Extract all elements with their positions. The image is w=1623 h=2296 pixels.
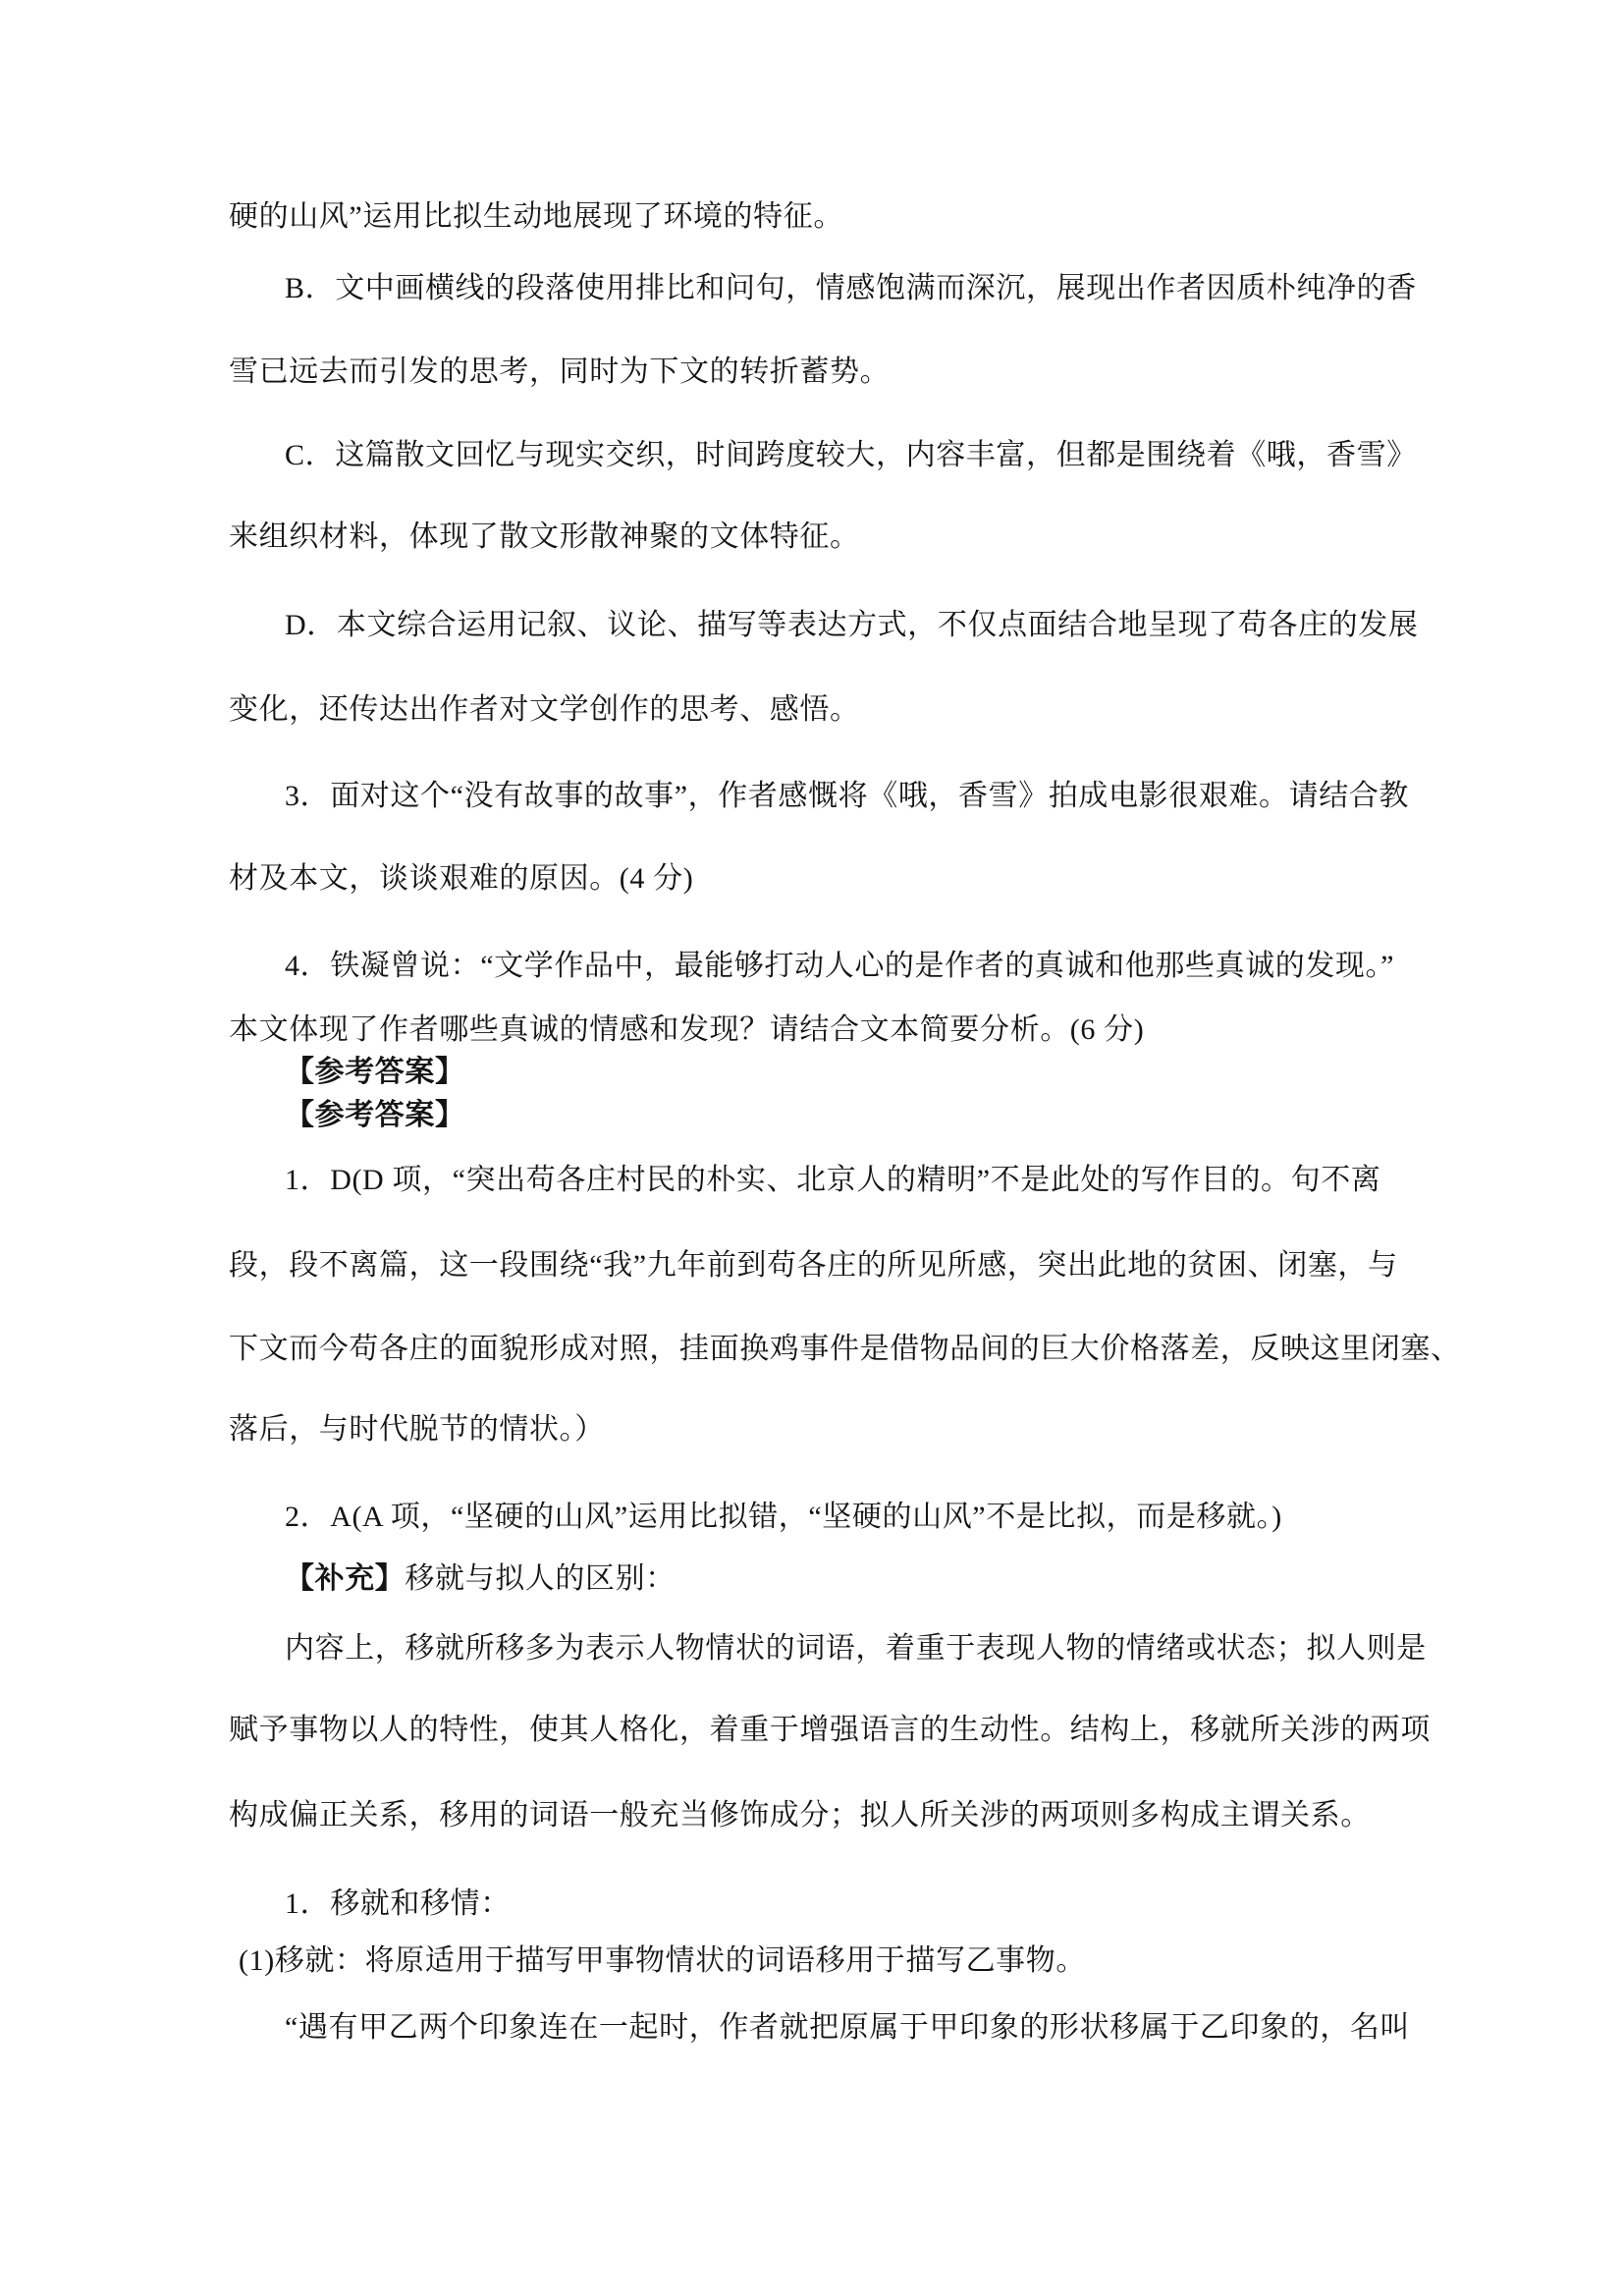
document-line xyxy=(229,355,890,390)
text-segment: B．文中画横线的段落使用排比和问句，情感饱满而深沉，展现出作者因质朴纯净的香 xyxy=(285,272,1417,304)
document-line xyxy=(229,1012,1144,1048)
document-line xyxy=(239,1943,1086,1979)
document-line xyxy=(229,519,860,555)
text-segment: 2．A(A 项，“坚硬的山风”运用比拟错，“坚硬的山风”不是比拟，而是移就。) xyxy=(285,1501,1282,1533)
document-line xyxy=(285,608,1418,643)
document-line xyxy=(285,1500,1282,1535)
document-line xyxy=(285,1561,676,1597)
text-segment: 雪已远去而引发的思考，同时为下文的转折蓄势。 xyxy=(229,355,891,388)
text-segment: 移就与拟人的区别： xyxy=(405,1562,676,1595)
document-line xyxy=(285,949,1394,984)
document-line xyxy=(229,1798,1371,1833)
text-segment: (1)移就：将原适用于描写甲事物情状的词语移用于描写乙事物。 xyxy=(239,1944,1086,1977)
text-segment: 下文而今苟各庄的面貌形成对照，挂面换鸡事件是借物品间的巨大价格落差，反映这里闭塞、 xyxy=(229,1333,1461,1365)
text-segment: 硬的山风”运用比拟生动地展现了环境的特征。 xyxy=(229,200,843,233)
bold-text-segment: 【补充】 xyxy=(285,1562,406,1595)
text-segment: “遇有甲乙两个印象连在一起时，作者就把原属于甲印象的形状移属于乙印象的，名叫 xyxy=(285,2011,1411,2044)
text-segment: 赋予事物以人的特性，使其人格化，着重于增强语言的生动性。结构上，移就所关涉的两项 xyxy=(229,1714,1431,1746)
text-segment: 来组织材料，体现了散文形散神聚的文体特征。 xyxy=(229,520,860,553)
text-segment: D．本文综合运用记叙、议论、描写等表达方式，不仅点面结合地呈现了苟各庄的发展 xyxy=(285,609,1419,641)
document-line xyxy=(285,1055,465,1090)
document-line xyxy=(285,1631,1427,1667)
document-line xyxy=(285,1098,465,1133)
document-line xyxy=(285,1886,511,1922)
text-segment: 变化，还传达出作者对文学创作的思考、感悟。 xyxy=(229,693,860,726)
document-line xyxy=(285,271,1417,306)
bold-text-segment: 【参考答案】 xyxy=(285,1056,465,1088)
text-segment: 材及本文，谈谈艰难的原因。(4 分) xyxy=(229,862,694,895)
bold-text-segment: 【参考答案】 xyxy=(285,1099,465,1131)
document-line xyxy=(285,1163,1380,1198)
document-line xyxy=(285,438,1417,473)
document-line xyxy=(285,2010,1410,2046)
text-segment: 段，段不离篇，这一段围绕“我”九年前到苟各庄的所见所感，突出此地的贫困、闭塞，与 xyxy=(229,1249,1398,1282)
document-line xyxy=(285,779,1409,814)
text-segment: 3．面对这个“没有故事的故事”，作者感慨将《哦，香雪》拍成电影很艰难。请结合教 xyxy=(285,780,1410,812)
document-line xyxy=(229,1248,1398,1284)
document-line xyxy=(229,199,843,235)
text-segment: 1．移就和移情： xyxy=(285,1887,511,1920)
text-segment: 内容上，移就所移多为表示人物情状的词语，着重于表现人物的情绪或状态；拟人则是 xyxy=(285,1632,1427,1665)
text-segment: 1．D(D 项，“突出苟各庄村民的朴实、北京人的精明”不是此处的写作目的。句不离 xyxy=(285,1164,1381,1196)
document-line xyxy=(229,692,860,728)
text-segment: 落后，与时代脱节的情状。） xyxy=(229,1413,605,1446)
document-line xyxy=(229,1412,605,1448)
text-segment: C．这篇散文回忆与现实交织，时间跨度较大，内容丰富，但都是围绕着《哦，香雪》 xyxy=(285,439,1417,471)
text-segment: 本文体现了作者哪些真诚的情感和发现？请结合文本简要分析。(6 分) xyxy=(229,1013,1145,1046)
document-line xyxy=(229,1332,1461,1367)
text-segment: 4．铁凝曾说：“文学作品中，最能够打动人心的是作者的真诚和他那些真诚的发现。” xyxy=(285,950,1395,982)
text-segment: 构成偏正关系，移用的词语一般充当修饰成分；拟人所关涉的两项则多构成主谓关系。 xyxy=(229,1799,1371,1831)
document-line xyxy=(229,861,693,897)
document-line xyxy=(229,1713,1431,1748)
